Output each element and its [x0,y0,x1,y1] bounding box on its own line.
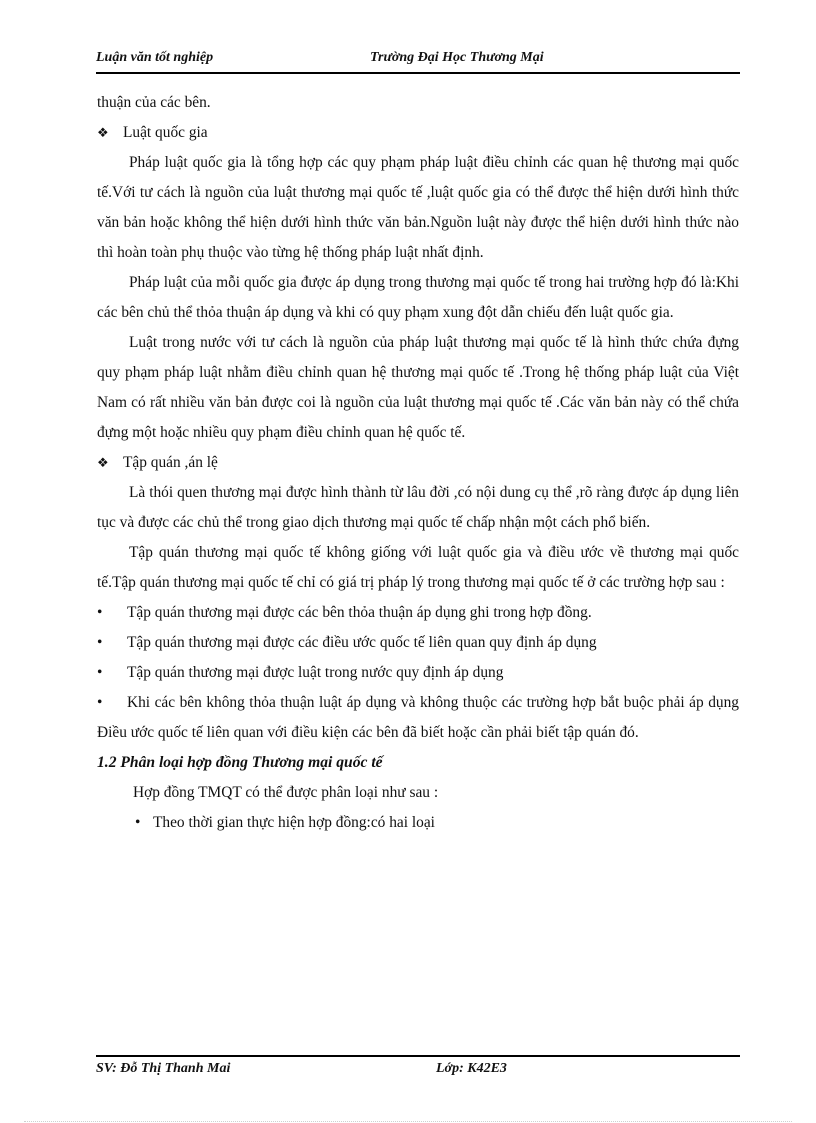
header-university-name: Trường Đại Học Thương Mại [370,50,544,65]
diamond-bullet-icon: ❖ [97,455,109,470]
bullet-icon: • [97,694,103,711]
subheading-text: Tập quán ,án lệ [123,454,218,471]
page-bottom-divider [24,1121,792,1122]
list-item-text: Tập quán thương mại được luật trong nước quy định áp dụng [127,664,504,681]
paragraph: Là thói quen thương mại được hình thành từ lâu đời ,có nội dung cụ thể ,rõ ràng được áp dụng liên tục và được các chủ thể trong giao dịch thương mại quốc tế chấp nhận một cách phổ biến. [97,484,739,531]
list-item [97,598,739,628]
page-body [97,88,739,838]
subheading-tap-quan [97,448,739,478]
paragraph: Luật trong nước với tư cách là nguồn của pháp luật thương mại quốc tế là hình thức chứa đựng quy phạm pháp luật nhằm điều chỉnh quan hệ thương mại quốc tế .Trong hệ thống pháp luật của Việt Nam có rất nhiều văn bản được coi là nguồn của luật thương mại quốc tế .Các văn bản này có thể chứa đựng một hoặc nhiều quy phạm điều chỉnh quan hệ quốc tế. [97,334,739,441]
diamond-bullet-icon: ❖ [97,125,109,140]
footer-class-code: Lớp: K42E3 [436,1061,507,1076]
list-item-text: Khi các bên không thỏa thuận luật áp dụng và không thuộc các trường hợp bắt buộc phải áp dụng Điều ước quốc tế liên quan với điều kiện các bên đã biết hoặc cần phải biết tập quán đó. [97,694,739,741]
list-item [97,688,739,748]
bullet-icon: • [135,814,141,831]
paragraph: Pháp luật của mỗi quốc gia được áp dụng trong thương mại quốc tế trong hai trường hợp đó là:Khi các bên chủ thể thỏa thuận áp dụng và khi có quy phạm xung đột dẫn chiếu đến luật quốc gia. [97,274,739,321]
paragraph: Pháp luật quốc gia là tổng hợp các quy phạm pháp luật điều chỉnh các quan hệ thương mại quốc tế.Với tư cách là nguồn của luật thương mại quốc tế ,luật quốc gia có thể được thể hiện dưới hình thức văn bản hoặc không thể hiện dưới hình thức văn bản.Nguồn luật này được thể hiện dưới hình thức nào thì hoàn toàn phụ thuộc vào từng hệ thống pháp luật nhất định. [97,154,739,261]
bullet-icon: • [97,664,103,681]
list-item-text: Tập quán thương mại được các điều ước quốc tế liên quan quy định áp dụng [127,634,597,651]
page-header [96,48,740,74]
subheading-text: Luật quốc gia [123,124,208,141]
subheading-luat-quoc-gia [97,118,739,148]
bullet-icon: • [97,634,103,651]
bullet-icon: • [97,604,103,621]
paragraph: Tập quán thương mại quốc tế không giống với luật quốc gia và điều ước về thương mại quốc tế.Tập quán thương mại quốc tế chỉ có giá trị pháp lý trong thương mại quốc tế ở các trường hợp sau : [97,544,739,591]
list-item-text: Tập quán thương mại được các bên thỏa thuận áp dụng ghi trong hợp đồng. [127,604,592,621]
list-item [97,658,739,688]
section-heading: 1.2 Phân loại hợp đồng Thương mại quốc tế [97,754,383,771]
list-item [97,808,739,838]
list-item [97,628,739,658]
footer-student-name: SV: Đỗ Thị Thanh Mai [96,1061,231,1076]
paragraph: Hợp đồng TMQT có thể được phân loại như sau : [133,784,439,801]
page-footer [96,1055,740,1085]
paragraph-continuation: thuận của các bên. [97,94,211,111]
header-thesis-label: Luận văn tốt nghiệp [96,50,214,65]
list-item-text: Theo thời gian thực hiện hợp đồng:có hai loại [153,814,435,831]
